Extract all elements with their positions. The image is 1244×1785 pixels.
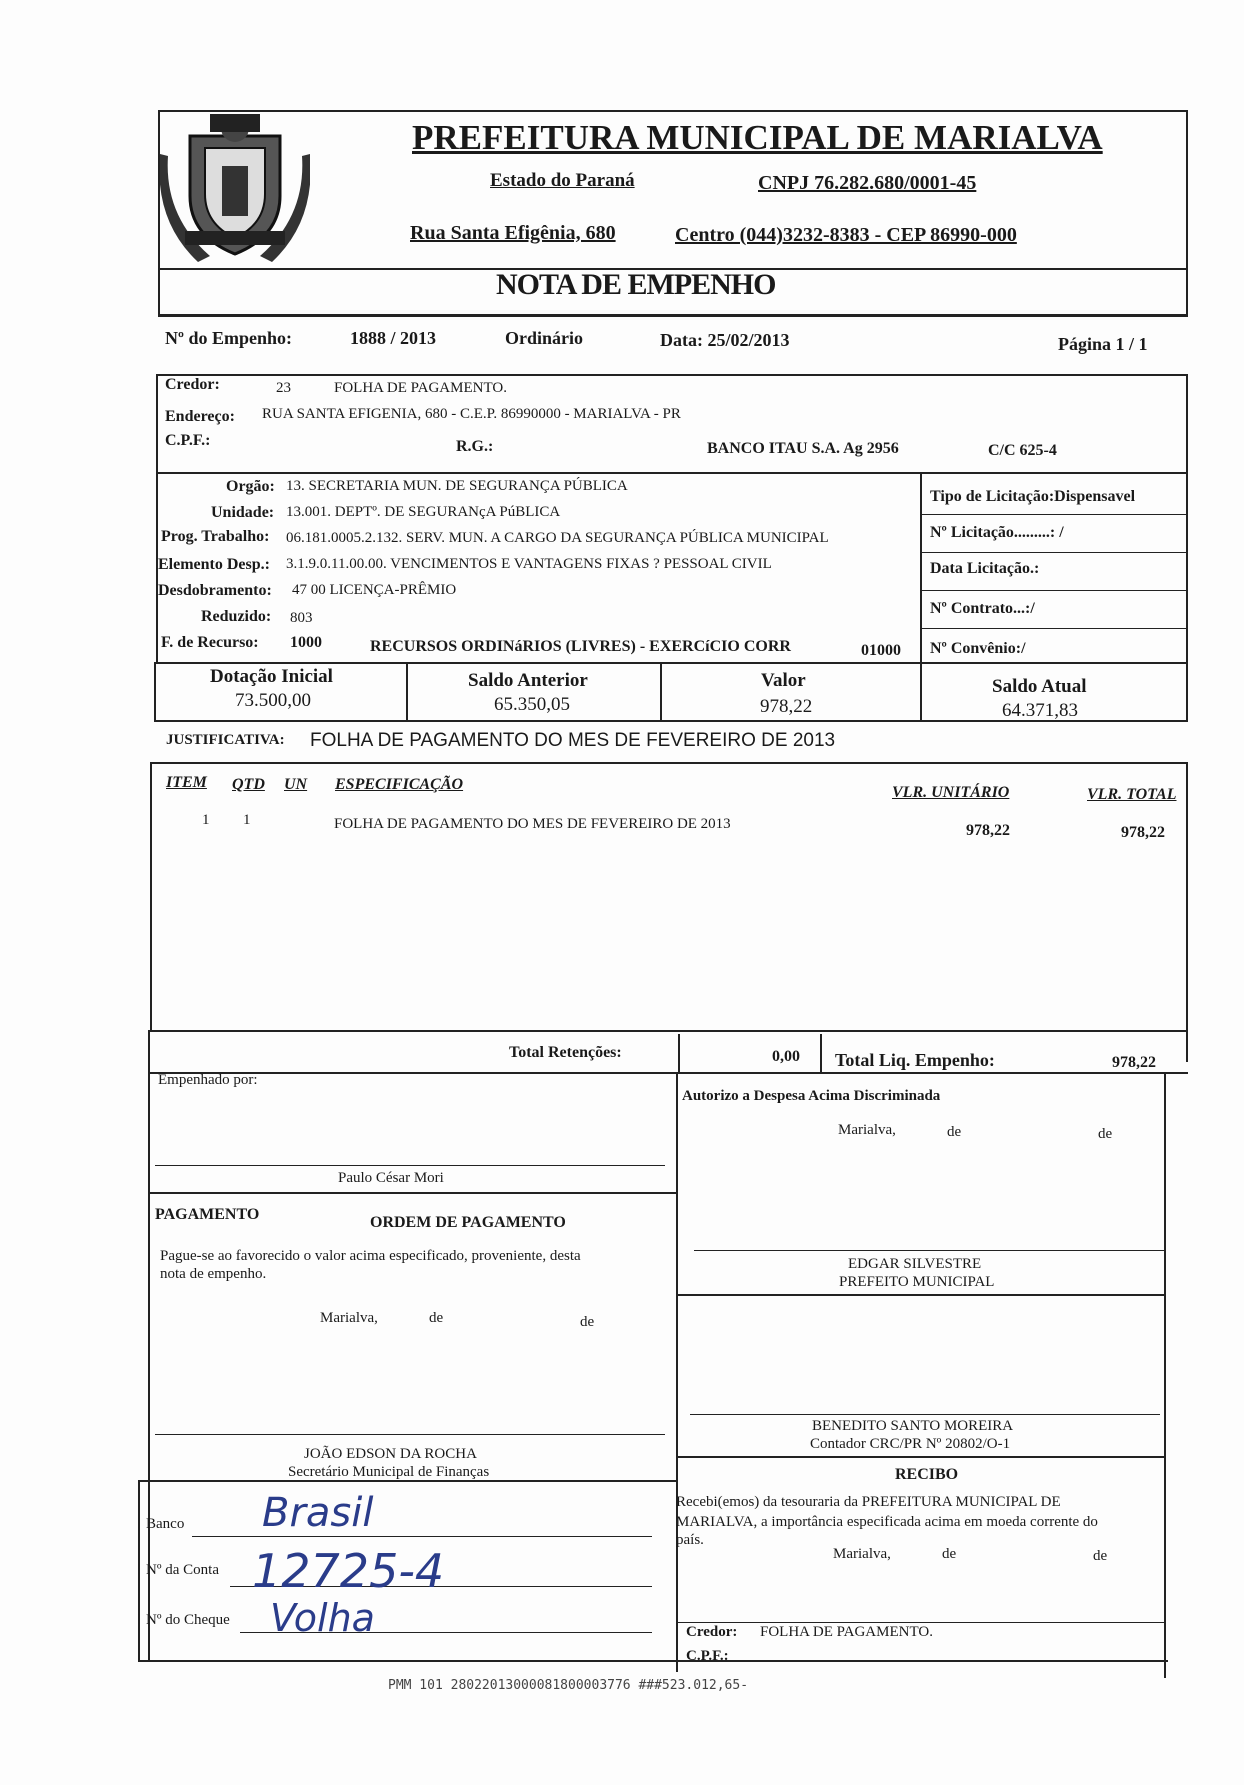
credor-cc: C/C 625-4: [988, 442, 1057, 459]
justificativa-label: JUSTIFICATIVA:: [166, 732, 285, 748]
num-licitacao: Nº Licitação.........: /: [930, 524, 1064, 541]
secretario-name: JOÃO EDSON DA ROCHA: [304, 1446, 477, 1462]
item-row-total: 978,22: [1121, 824, 1165, 841]
num-convenio: Nº Convênio:/: [930, 640, 1026, 657]
saldo-anterior-value: 65.350,05: [494, 694, 570, 715]
desdobramento-value: 47 00 LICENÇA-PRÊMIO: [292, 582, 457, 598]
doc-title: NOTA DE EMPENHO: [496, 268, 776, 301]
prefeito-name: EDGAR SILVESTRE: [848, 1256, 982, 1272]
recibo-cpf-label: C.P.F.:: [686, 1648, 729, 1664]
pagamento-de1: de: [429, 1310, 444, 1326]
orgao-label: Orgão:: [226, 478, 275, 495]
recibo-credor: FOLHA DE PAGAMENTO.: [760, 1624, 933, 1640]
empenho-num: 1888 / 2013: [350, 328, 437, 348]
recibo-text-3: país.: [676, 1532, 704, 1548]
conta-label: Nº da Conta: [146, 1562, 219, 1578]
header-state: Estado do Paraná: [490, 170, 635, 191]
pagamento-text-2: nota de empenho.: [160, 1266, 267, 1282]
elemento-value: 3.1.9.0.11.00.00. VENCIMENTOS E VANTAGENS FIXAS ? PESSOAL CIVIL: [286, 556, 772, 572]
recibo-label: RECIBO: [895, 1466, 959, 1483]
total-liquido-value: 978,22: [1112, 1054, 1156, 1071]
credor-address: RUA SANTA EFIGENIA, 680 - C.E.P. 86990000 - MARIALVA - PR: [262, 406, 681, 422]
credor-code: 23: [276, 380, 291, 396]
reduzido-value: 803: [290, 610, 313, 626]
item-row-unit: 978,22: [966, 822, 1010, 839]
tipo-licitacao: Tipo de Licitação:Dispensavel: [930, 488, 1136, 505]
contador-name: BENEDITO SANTO MOREIRA: [812, 1418, 1014, 1434]
conta-handwriting: 12725-4: [252, 1544, 445, 1598]
header-contact: Centro (044)3232-8383 - CEP 86990-000: [675, 224, 1017, 246]
autorizo-de1: de: [947, 1124, 962, 1140]
header-street: Rua Santa Efigênia, 680: [410, 222, 616, 244]
pagamento-de2: de: [580, 1314, 595, 1330]
total-liquido-label: Total Liq. Empenho:: [835, 1050, 995, 1070]
banco-handwriting: Brasil: [262, 1490, 374, 1536]
recibo-de1: de: [942, 1546, 957, 1562]
header-title: PREFEITURA MUNICIPAL DE MARIALVA: [412, 118, 1103, 157]
cpf-label: C.P.F.:: [165, 432, 211, 449]
recibo-place: Marialva,: [833, 1546, 891, 1562]
recibo-text-2: MARIALVA, a importância especificada acima em moeda corrente do: [676, 1514, 1098, 1530]
header-cnpj: CNPJ 76.282.680/0001-45: [758, 172, 977, 194]
pagamento-text-1: Pague-se ao favorecido o valor acima especificado, proveniente, desta: [160, 1248, 581, 1264]
footer-stamp: PMM 101 28022013000081800003776 ###523.012,65-: [388, 1678, 749, 1693]
item-row-qtd: 1: [243, 812, 251, 828]
col-qtd: QTD: [232, 776, 265, 793]
address-label: Endereço:: [165, 408, 235, 425]
fonte-label: F. de Recurso:: [161, 634, 259, 651]
empenho-page: Página 1 / 1: [1058, 334, 1148, 354]
cheque-handwriting: Volha: [270, 1596, 375, 1640]
empenhado-label: Empenhado por:: [158, 1072, 258, 1088]
autorizo-label: Autorizo a Despesa Acima Discriminada: [682, 1088, 941, 1104]
empenho-type: Ordinário: [505, 328, 584, 348]
recibo-text-1: Recebi(emos) da tesouraria da PREFEITURA MUNICIPAL DE: [676, 1494, 1061, 1510]
empenho-num-label: Nº do Empenho:: [165, 328, 292, 348]
item-row-item: 1: [202, 812, 210, 828]
reduzido-label: Reduzido:: [201, 608, 272, 625]
total-retencoes-value: 0,00: [772, 1048, 800, 1065]
coat-of-arms-logo: [160, 106, 310, 264]
item-row-esp: FOLHA DE PAGAMENTO DO MES DE FEVEREIRO DE 2013: [334, 816, 731, 832]
prog-value: 06.181.0005.2.132. SERV. MUN. A CARGO DA SEGURANÇA PÚBLICA MUNICIPAL: [286, 530, 829, 546]
unidade-value: 13.001. DEPTº. DE SEGURANçA PúBLICA: [286, 504, 561, 520]
fonte-value: RECURSOS ORDINáRIOS (LIVRES) - EXERCíCIO CORR: [370, 638, 791, 655]
orgao-value: 13. SECRETARIA MUN. DE SEGURANÇA PÚBLICA: [286, 478, 628, 494]
saldo-anterior-label: Saldo Anterior: [468, 670, 588, 691]
credor-label: Credor:: [165, 376, 220, 393]
fonte-num: 01000: [861, 642, 901, 659]
secretario-role: Secretário Municipal de Finanças: [288, 1464, 490, 1480]
valor-label: Valor: [761, 670, 806, 691]
empenho-date: Data: 25/02/2013: [660, 330, 790, 350]
empenhado-name: Paulo César Mori: [338, 1170, 444, 1186]
num-contrato: Nº Contrato...:/: [930, 600, 1035, 617]
recibo-de2: de: [1093, 1548, 1108, 1564]
prefeito-role: PREFEITO MUNICIPAL: [839, 1274, 995, 1290]
valor-value: 978,22: [760, 696, 813, 717]
justificativa-text: FOLHA DE PAGAMENTO DO MES DE FEVEREIRO DE 2013: [310, 730, 836, 751]
contador-role: Contador CRC/PR Nº 20802/O-1: [810, 1436, 1011, 1452]
elemento-label: Elemento Desp.:: [158, 556, 270, 573]
total-retencoes-label: Total Retenções:: [509, 1044, 622, 1061]
recibo-credor-label: Credor:: [686, 1624, 738, 1640]
ordem-pagamento-label: ORDEM DE PAGAMENTO: [370, 1214, 566, 1231]
data-licitacao: Data Licitação.:: [930, 560, 1040, 577]
dotacao-label: Dotação Inicial: [210, 666, 333, 687]
credor-bank: BANCO ITAU S.A. Ag 2956: [707, 440, 899, 457]
desdobramento-label: Desdobramento:: [158, 582, 272, 599]
pagamento-label: PAGAMENTO: [155, 1206, 260, 1223]
saldo-atual-value: 64.371,83: [1002, 700, 1078, 721]
prog-label: Prog. Trabalho:: [161, 528, 270, 545]
col-un: UN: [284, 776, 308, 793]
fonte-code: 1000: [290, 634, 322, 651]
col-vlr-unitario: VLR. UNITÁRIO: [892, 784, 1010, 801]
rg-label: R.G.:: [456, 438, 494, 455]
saldo-atual-label: Saldo Atual: [992, 676, 1087, 697]
dotacao-value: 73.500,00: [235, 690, 311, 711]
pagamento-place: Marialva,: [320, 1310, 378, 1326]
cheque-label: Nº do Cheque: [146, 1612, 230, 1628]
unidade-label: Unidade:: [211, 504, 275, 521]
banco-label: Banco: [146, 1516, 185, 1532]
autorizo-place: Marialva,: [838, 1122, 896, 1138]
col-especificacao: ESPECIFICAÇÃO: [335, 776, 464, 793]
autorizo-de2: de: [1098, 1126, 1113, 1142]
col-item: ITEM: [166, 774, 207, 791]
col-vlr-total: VLR. TOTAL: [1087, 786, 1177, 803]
credor-name: FOLHA DE PAGAMENTO.: [334, 380, 507, 396]
